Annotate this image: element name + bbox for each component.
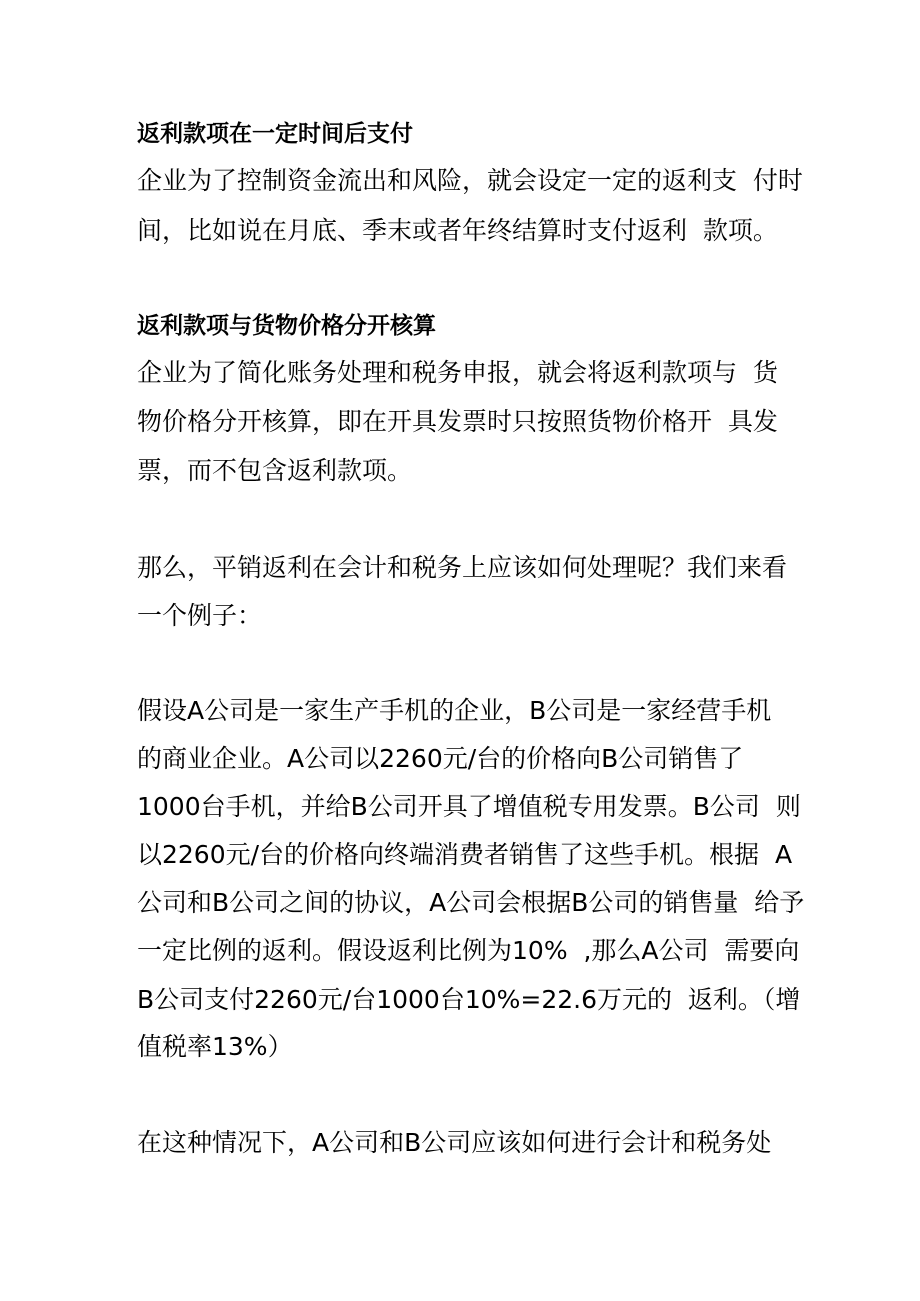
paragraph-line: 值税率13%） <box>137 1032 293 1061</box>
section-heading-1: 返利款项在一定时间后支付 <box>137 121 413 147</box>
paragraph-line: 的商业企业。A公司以2260元/台的价格向B公司销售了 <box>137 744 744 773</box>
paragraph-line: 公司和B公司之间的协议，A公司会根据B公司的销售量 给予 <box>137 888 805 917</box>
paragraph-line: 物价格分开核算，即在开具发票时只按照货物价格开 具发 <box>137 407 778 436</box>
paragraph-line: 假设A公司是一家生产手机的企业，B公司是一家经营手机 <box>137 696 772 725</box>
paragraph-line: 一个例子： <box>137 601 263 630</box>
paragraph-line: B公司支付2260元/台1000台10%=22.6万元的 返利。（增 <box>137 985 801 1014</box>
paragraph-line: 间，比如说在月底、季末或者年终结算时支付返利 款项。 <box>137 216 778 245</box>
paragraph-line: 在这种情况下，A公司和B公司应该如何进行会计和税务处 <box>137 1128 772 1157</box>
paragraph-line: 票，而不包含返利款项。 <box>137 456 413 485</box>
paragraph-line: 企业为了控制资金流出和风险，就会设定一定的返利支 付时 <box>137 166 803 195</box>
paragraph-line: 那么，平销返利在会计和税务上应该如何处理呢？我们来看 <box>137 553 788 582</box>
paragraph-line: 企业为了简化账务处理和税务申报，就会将返利款项与 货 <box>137 358 778 387</box>
paragraph-line: 以2260元/台的价格向终端消费者销售了这些手机。根据 A <box>137 840 793 869</box>
section-heading-2: 返利款项与货物价格分开核算 <box>137 313 436 339</box>
paragraph-line: 一定比例的返利。假设返利比例为10% ,那么A公司 需要向 <box>137 936 800 965</box>
paragraph-line: 1000台手机，并给B公司开具了增值税专用发票。B公司 则 <box>137 792 801 821</box>
